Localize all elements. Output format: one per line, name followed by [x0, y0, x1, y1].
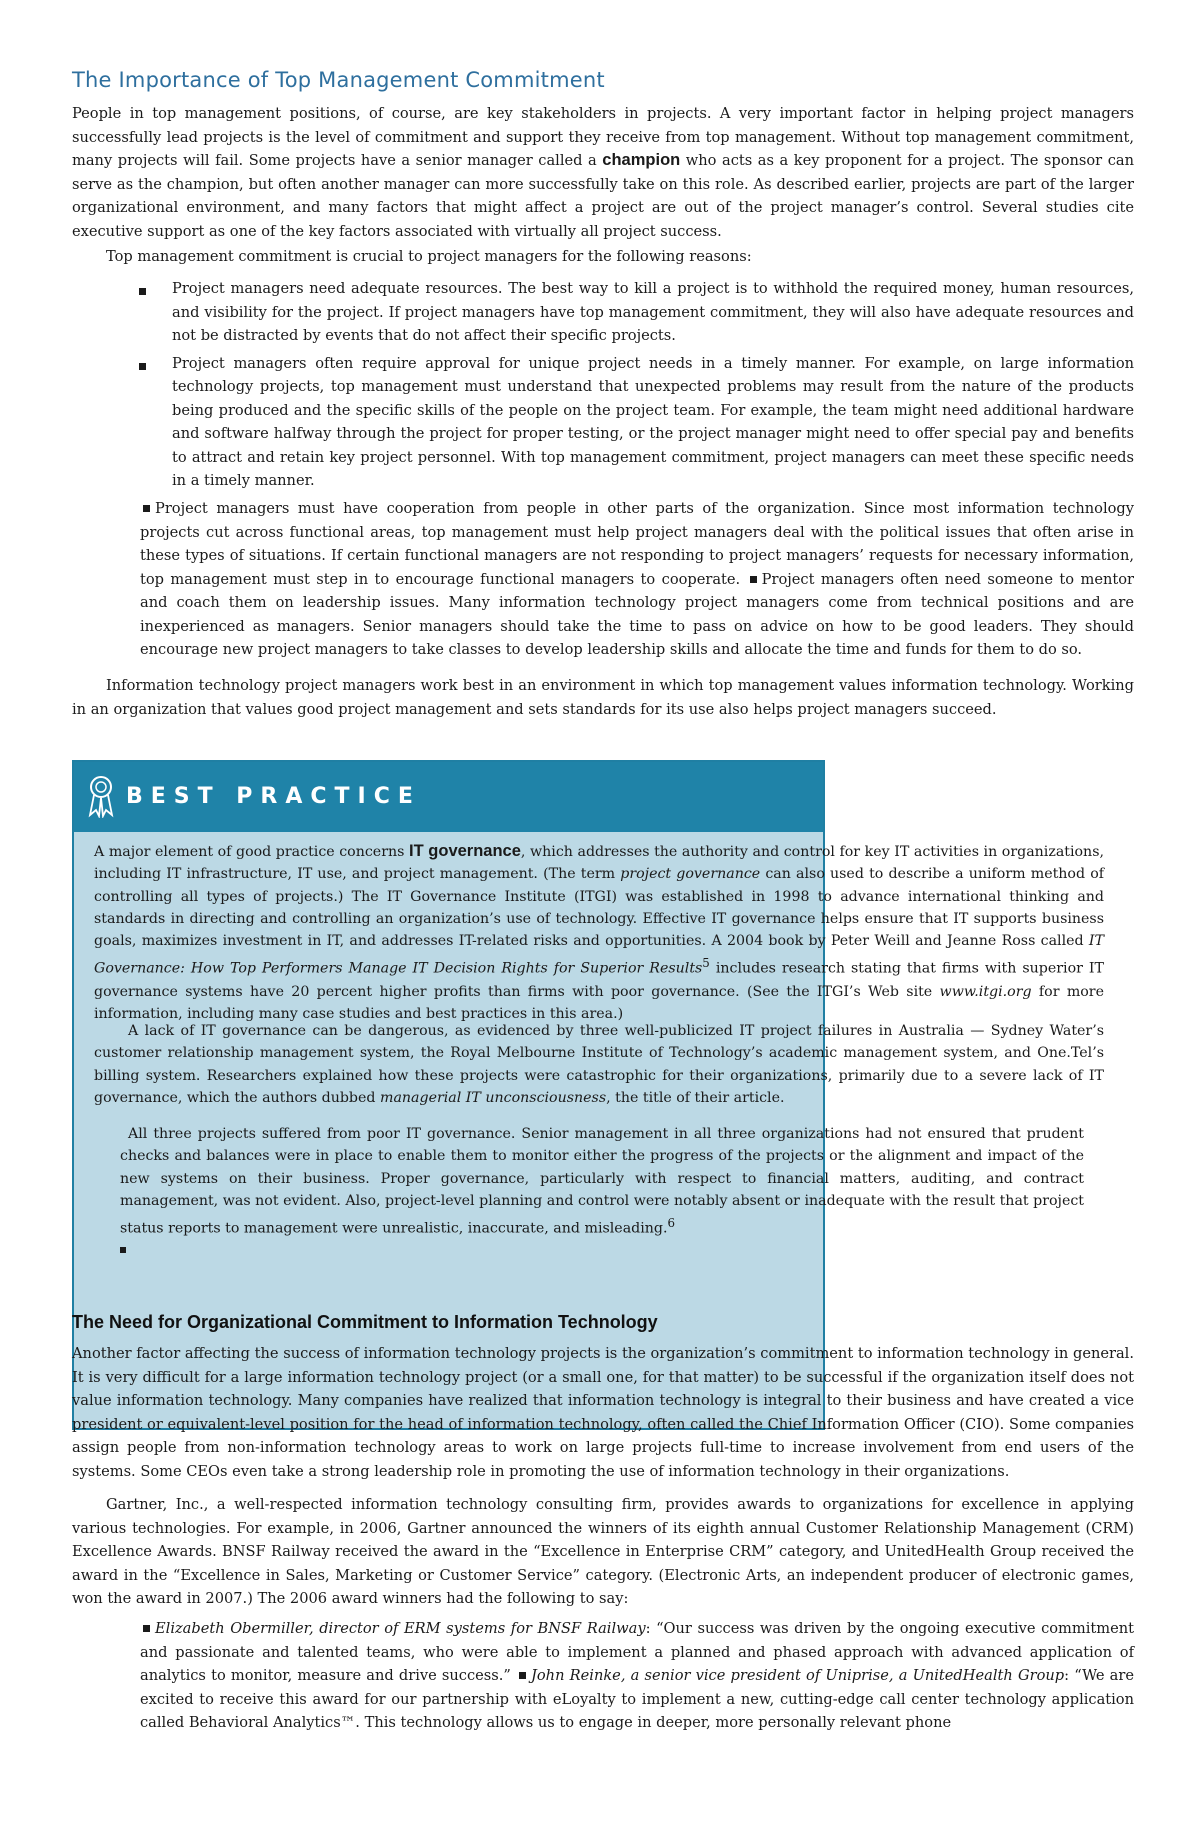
section-heading-top-management: The Importance of Top Management Commitment — [72, 68, 605, 92]
best-practice-paragraph-1 — [94, 840, 1104, 1025]
quote-attribution: Elizabeth Obermiller, director of ERM systems for BNSF Railway — [155, 1620, 646, 1637]
bullet-icon — [143, 1625, 150, 1632]
best-practice-quote — [120, 1123, 1084, 1240]
bullet-icon — [750, 576, 757, 583]
bullet-icon — [139, 288, 146, 295]
bp-text: includes research stating that firms with superior IT governance systems have 20 percent higher profits than firms with poor governance. (See the ITGI’s Web site — [94, 961, 1104, 1000]
bp-italic-term: project governance — [620, 866, 761, 883]
list-item-run — [140, 497, 1134, 662]
bp-book-title: IT Governance: How Top Performers Manage IT Decision Rights for Superior Results — [94, 933, 1104, 978]
bp-text: can also used to describe a uniform method of controlling all types of projects.) The IT Governance Institute (ITGI) was established in 1998 to advance international thinking and standards in directing and controlling an organization’s use of technology. Effective IT governance helps ensure that IT supports business goals, maximizes investment in IT, and addresses IT-related risks and opportunities. A 2004 book by Peter Weill and Jeanne Ross called — [94, 866, 1105, 950]
end-of-box-icon — [120, 1247, 126, 1253]
paragraph-intro — [72, 102, 1134, 243]
reasons-list — [72, 277, 1134, 493]
paragraph-intro-text: People in top management positions, of course, are key stakeholders in projects. A very important factor in helping project managers successfully lead projects is the level of commitment and support they receive from top management. Without top management commitment, many projects will fail. Some projects have a senior manager called a — [72, 105, 1134, 169]
page — [72, 0, 1134, 1835]
bp-quote-text: All three projects suffered from poor IT governance. Senior management in all three organizations had not ensured that prudent checks and balances were in place to enable them to monitor either the progress of the projects or the alignment and impact of the new systems on their business. Proper governance, particularly with respect to financial matters, auditing, and contract management, was not evident. Also, project-level planning and control were notably absent or inadequate with the result that project status reports to management were unrealistic, inaccurate, and misleading. — [120, 1126, 1084, 1237]
key-term-champion: champion — [602, 151, 681, 169]
list-item-text: Project managers often require approval for unique project needs in a timely manner. For example, on large information technology projects, top management must understand that unexpected problems may result from the nature of the products being produced and the specific skills of the people on the project team. For example, the team might need additional hardware and software halfway through the project for proper testing, or the project manager might need to offer special pay and benefits to attract and retain key project personnel. With top management commitment, project managers can meet these specific needs in a timely manner. — [172, 354, 1134, 489]
bullet-icon — [143, 505, 150, 512]
quote-list — [140, 1617, 1134, 1735]
paragraph-reasons-lead: Top management commitment is crucial to project managers for the following reasons: — [106, 248, 752, 265]
quote-attribution: John Reinke, a senior vice president of Uniprise, a UnitedHealth Group — [531, 1667, 1065, 1684]
award-ribbon-icon — [86, 774, 116, 818]
bp-text: A lack of IT governance can be dangerous, as evidenced by three well-publicized IT project failures in Australia — Sydney Water’s customer relationship management system, the Royal Melbourne Institute of Technology’s academic management system, and One.Tel’s billing system. Researchers explained how these projects were catastrophic for their organizations, primarily due to a severe lack of IT governance, which the authors dubbed — [94, 1023, 1104, 1106]
bullet-icon — [519, 1672, 526, 1679]
bp-italic-term: managerial IT unconsciousness — [380, 1089, 607, 1106]
paragraph-it-environment: Information technology project managers work best in an environment in which top management values information technology. Working in an organization that values good project management and sets standards for its use also helps project managers succeed. — [72, 677, 1134, 718]
list-item — [72, 277, 1134, 348]
best-practice-title: BEST PRACTICE — [126, 784, 421, 809]
best-practice-header — [74, 762, 823, 832]
paragraph-gartner: Gartner, Inc., a well-respected information technology consulting firm, provides awards to organizations for excellence in applying various technologies. For example, in 2006, Gartner announced the winners of its eighth annual Customer Relationship Management (CRM) Excellence Awards. BNSF Railway received the award in the “Excellence in Enterprise CRM” category, and UnitedHealth Group received the award in the “Excellence in Sales, Marketing or Customer Service” category. (Electronic Arts, an independent producer of electronic games, won the award in 2007.) The 2006 award winners had the following to say: — [72, 1496, 1134, 1607]
best-practice-paragraph-2 — [94, 1020, 1104, 1109]
footnote-marker: 5 — [702, 956, 710, 971]
list-item-text: Project managers need adequate resources. The best way to kill a project is to withhold the required money, human resources, and visibility for the project. If project managers have top management commitment, they will also have adequate resources and not be distracted by events that do not affect their specific projects. — [172, 280, 1134, 344]
quote-text: : “Our success was driven by the ongoing executive commitment and passionate and talented teams, who were able to implement a planned and phased approach with advanced application of analytics to monitor, measure and drive success.” — [140, 1620, 1135, 1684]
bp-text: , which addresses the authority and control for key IT activities in organizations, including IT infrastructure, IT use, and project management. (The term — [94, 844, 1104, 883]
list-item-text: Project managers often need someone to mentor and coach them on leadership issues. Many information technology project managers come from technical positions and are inexperienced as managers. Senior managers should take the time to pass on advice on how to be good leaders. They should encourage new project managers to take classes to develop leadership skills and allocate the time and funds for them to do so. — [140, 570, 1134, 658]
bp-text: for more information, including many case studies and best practices in this area.) — [94, 983, 1104, 1022]
bp-text: , the title of their article. — [606, 1089, 785, 1106]
quote-text: : “We are excited to receive this award for our partnership with eLoyalty to implement a new, cutting-edge call center technology application called Behavioral Analytics™. This technology allows us to engage in deeper, more personally relevant phone — [140, 1667, 1134, 1731]
bp-website: www.itgi.org — [939, 983, 1032, 1000]
section-heading-organizational-commitment: The Need for Organizational Commitment to Information Technology — [72, 1312, 658, 1332]
footnote-marker: 6 — [667, 1216, 676, 1231]
paragraph-intro-text-2: who acts as a key proponent for a project. The sponsor can serve as the champion, but often another manager can more successfully take on this role. As described earlier, projects are part of the larger organizational environment, and many factors that might affect a project are out of the project manager’s control. Several studies cite executive support as one of the key factors associated with virtually all project success. — [72, 152, 1134, 240]
key-term-it-governance: IT governance — [408, 842, 521, 860]
list-item — [72, 352, 1134, 493]
bullet-icon — [139, 363, 146, 370]
paragraph-org-commitment: Another factor affecting the success of information technology projects is the organization’s commitment to information technology in general. It is very difficult for a large information technology project (or a small one, for that matter) to be successful if the organization itself does not value information technology. Many companies have realized that information technology is integral to their business and have created a vice president or equivalent-level position for the head of information technology, often called the Chief Information Officer (CIO). Some companies assign people from non-information technology areas to work on large projects full-time to increase involvement from end users of the systems. Some CEOs even take a strong leadership role in promoting the use of information technology in their organizations. — [72, 1345, 1134, 1480]
list-item-text: Project managers must have cooperation from people in other parts of the organization. Since most information technology projects cut across functional areas, top management must help project managers deal with the political issues that often arise in these types of situations. If certain functional managers are not responding to project managers’ requests for necessary information, top management must step in to encourage functional managers to cooperate. — [140, 500, 1134, 588]
bp-text: A major element of good practice concerns — [94, 844, 409, 860]
